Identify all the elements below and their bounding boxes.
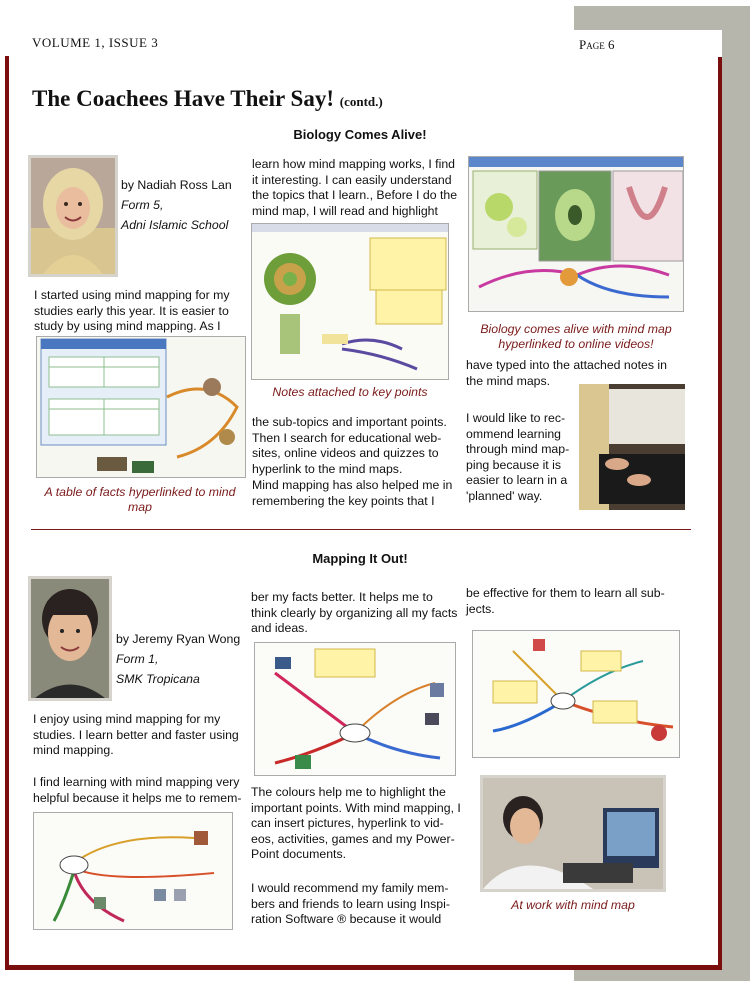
s1-col3-paragraph-a: have typed into the attached notes in the mind maps.: [466, 358, 667, 388]
s2-col2-paragraph-a: ber my facts better. It helps me to think clearly by organizing all my facts and ideas.: [251, 590, 458, 635]
title-contd: (contd.): [339, 94, 383, 109]
mindmap-screenshot-2: [254, 642, 456, 776]
page-number: Page 6: [579, 37, 615, 52]
mindmap-screenshot-1: [33, 812, 233, 930]
title-main: The Coachees Have Their Say!: [32, 86, 334, 111]
s1-col3-paragraph-b: I would like to rec-ommend learning through mind map-ping because it is easier to learn in a 'planned' way.: [466, 411, 570, 503]
portrait-image: [31, 158, 115, 274]
page-title: [32, 86, 383, 112]
author-name-jeremy: by Jeremy Ryan Wong: [116, 632, 241, 646]
section-heading-mapping: Mapping It Out!: [312, 551, 408, 566]
notes-screenshot: [251, 223, 449, 380]
s2-col2-paragraph-c: I would recommend my family mem-bers and friends to learn using Inspi-ration Software ® because it would: [251, 881, 450, 926]
s1-col2-paragraph-b: the sub-topics and important points. Then I search for educational web-sites, online videos and quizzes to hyperlink to the mind maps.: [252, 415, 447, 476]
section-heading-biology: Biology Comes Alive!: [293, 127, 427, 142]
student-typing-photo: [579, 384, 685, 510]
mindmap-screenshot-3: [472, 630, 680, 758]
caption-at-work: At work with mind map: [511, 898, 635, 912]
author-school: Adni Islamic School: [121, 218, 229, 232]
mindmap-image-3: [473, 631, 680, 758]
byline-nadiah: [121, 175, 246, 235]
s2-col2-paragraph-b: The colours help me to highlight the important points. With mind mapping, I can insert pictures, hyperlink to vid-eos, activities, games and my Power-Point documents.: [251, 785, 461, 861]
author-photo-jeremy: [28, 576, 112, 701]
caption-biology: Biology comes alive with mind map hyperlinked to online videos!: [480, 322, 672, 351]
portrait-image-jeremy: [31, 579, 109, 698]
s2-col1-paragraph-a: I enjoy using mind mapping for my studies. I learn better and faster using mind mapping.: [33, 712, 239, 757]
student-laptop-photo: [480, 775, 666, 892]
table-facts-image: [37, 337, 246, 478]
laptop-image: [483, 778, 663, 889]
typing-image: [579, 384, 685, 510]
s1-col1-paragraph: I started using mind mapping for my studies early this year. It is easier to study by using mind mapping. As I: [34, 288, 230, 333]
author-form: Form 5,: [121, 198, 164, 212]
section-divider: [31, 529, 691, 530]
author-photo-nadiah: [28, 155, 118, 277]
table-facts-screenshot: [36, 336, 246, 478]
author-name: by Nadiah Ross Lan: [121, 178, 232, 192]
byline-jeremy: [116, 629, 246, 689]
author-form-jeremy: Form 1,: [116, 652, 159, 666]
notes-image: [252, 224, 449, 380]
volume-issue: VOLUME 1, ISSUE 3: [32, 35, 159, 50]
biology-screenshot: [468, 156, 684, 312]
s2-col1-paragraph-b: I find learning with mind mapping very helpful because it helps me to remem-: [33, 775, 242, 805]
mindmap-image-2: [255, 643, 456, 776]
s1-col2-paragraph-a: learn how mind mapping works, I find it interesting. I can easily understand the topics that I learn., Before I do the mind map, I will read and highlight: [252, 157, 458, 218]
mindmap-image-1: [34, 813, 233, 930]
s2-col3-paragraph-a: be effective for them to learn all sub-jects.: [466, 586, 665, 616]
caption-table-facts: A table of facts hyperlinked to mind map: [44, 485, 236, 514]
author-school-jeremy: SMK Tropicana: [116, 672, 200, 686]
s1-col2-paragraph-c: Mind mapping has also helped me in remembering the key points that I: [252, 478, 453, 508]
caption-notes: Notes attached to key points: [272, 385, 428, 399]
biology-image: [469, 157, 684, 312]
